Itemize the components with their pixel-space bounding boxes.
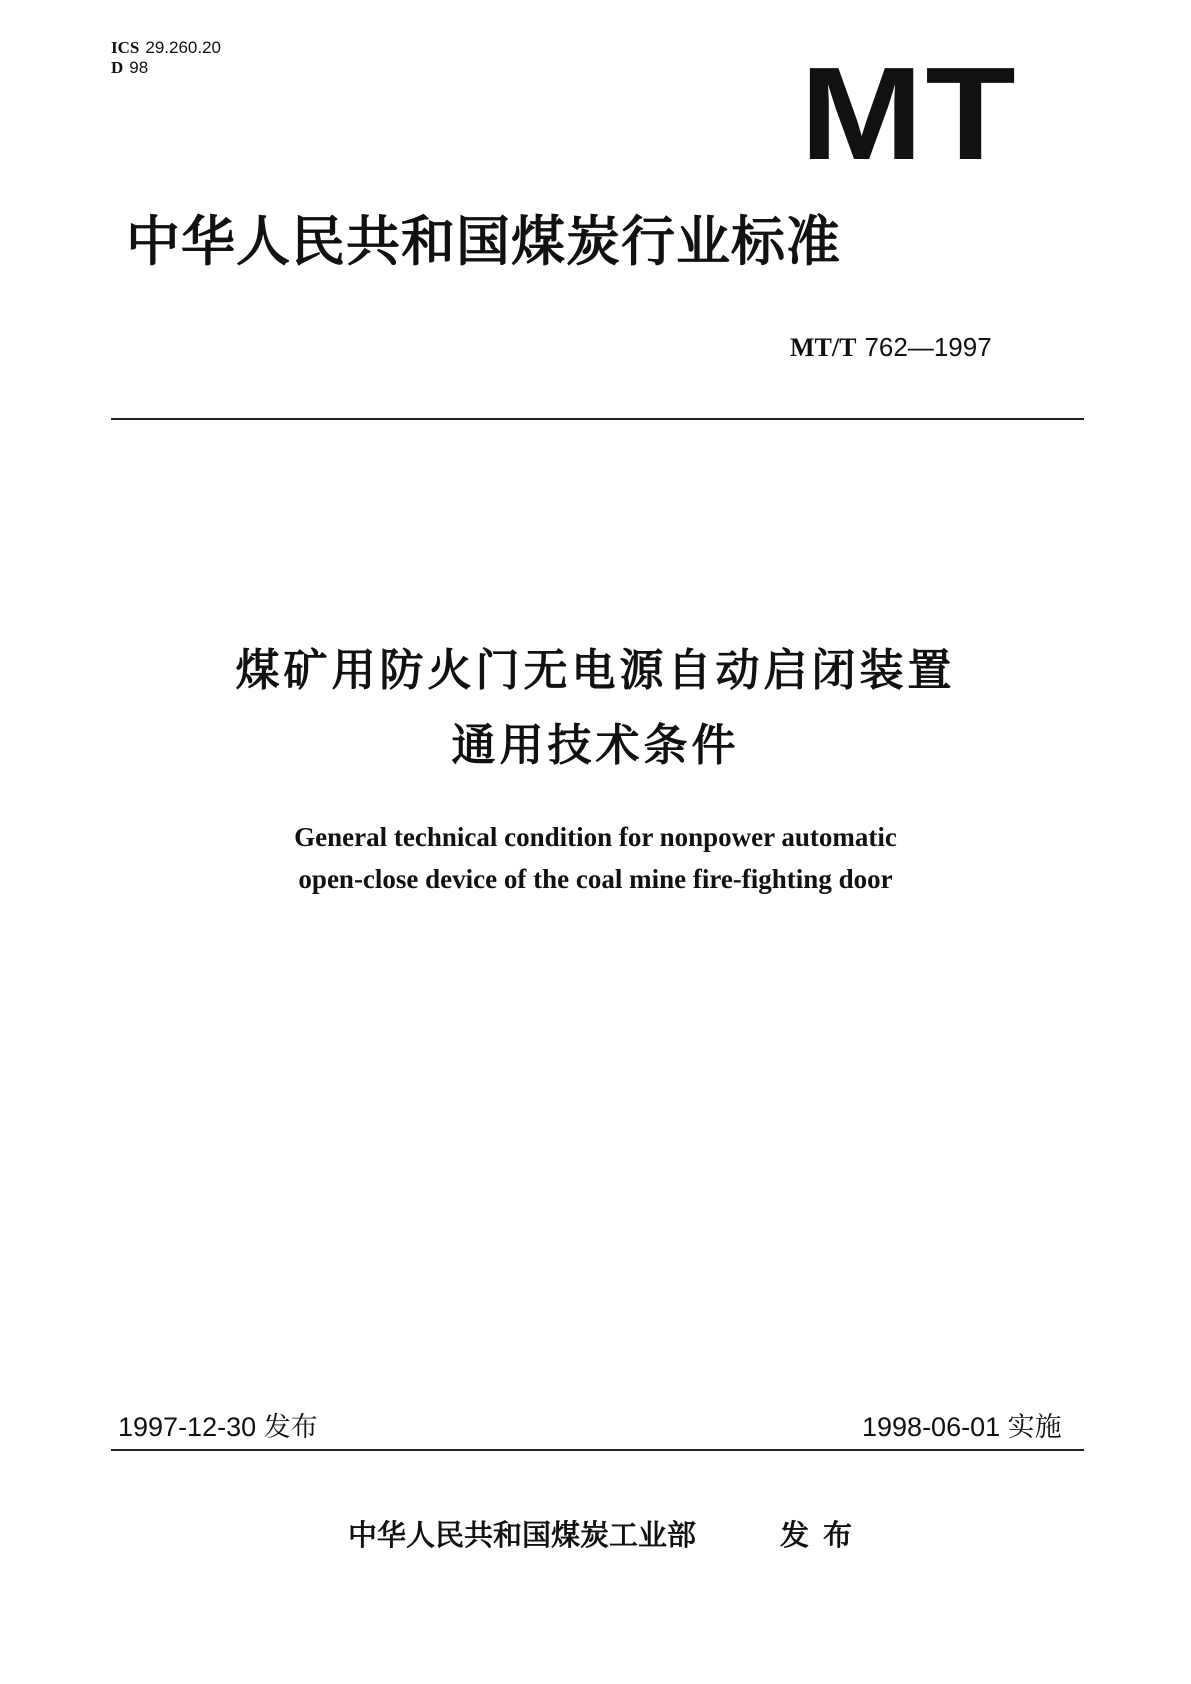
title-en-line2: open-close device of the coal mine fire-fighting door — [298, 864, 893, 894]
ccs-label: D — [111, 58, 124, 77]
ics-code: 29.260.20 — [145, 38, 221, 57]
title-en-line1: General technical condition for nonpower automatic — [294, 822, 897, 852]
ics-code-line — [111, 38, 221, 58]
title-cn-line2: 通用技术条件 — [451, 720, 740, 771]
mt-logo: MT — [800, 40, 1018, 187]
standard-number — [790, 332, 992, 363]
publish-date: 1997-12-30 发布 — [118, 1412, 318, 1442]
classification-codes — [111, 38, 221, 78]
standard-category-title: 中华人民共和国煤炭行业标准 — [126, 210, 841, 273]
ics-label: ICS — [111, 38, 140, 57]
header-divider — [111, 418, 1084, 420]
standard-number-prefix: MT/T — [790, 333, 857, 362]
publisher-name: 中华人民共和国煤炭工业部 — [348, 1518, 697, 1552]
title-cn-line1: 煤矿用防火门无电源自动启闭装置 — [235, 645, 956, 696]
ccs-code-line — [111, 58, 221, 78]
footer-divider — [111, 1449, 1084, 1451]
issued-label: 发布 — [780, 1518, 867, 1552]
standard-number-value: 762—1997 — [864, 332, 992, 362]
implement-date: 1998-06-01 实施 — [862, 1412, 1062, 1442]
ccs-code: 98 — [129, 58, 149, 77]
